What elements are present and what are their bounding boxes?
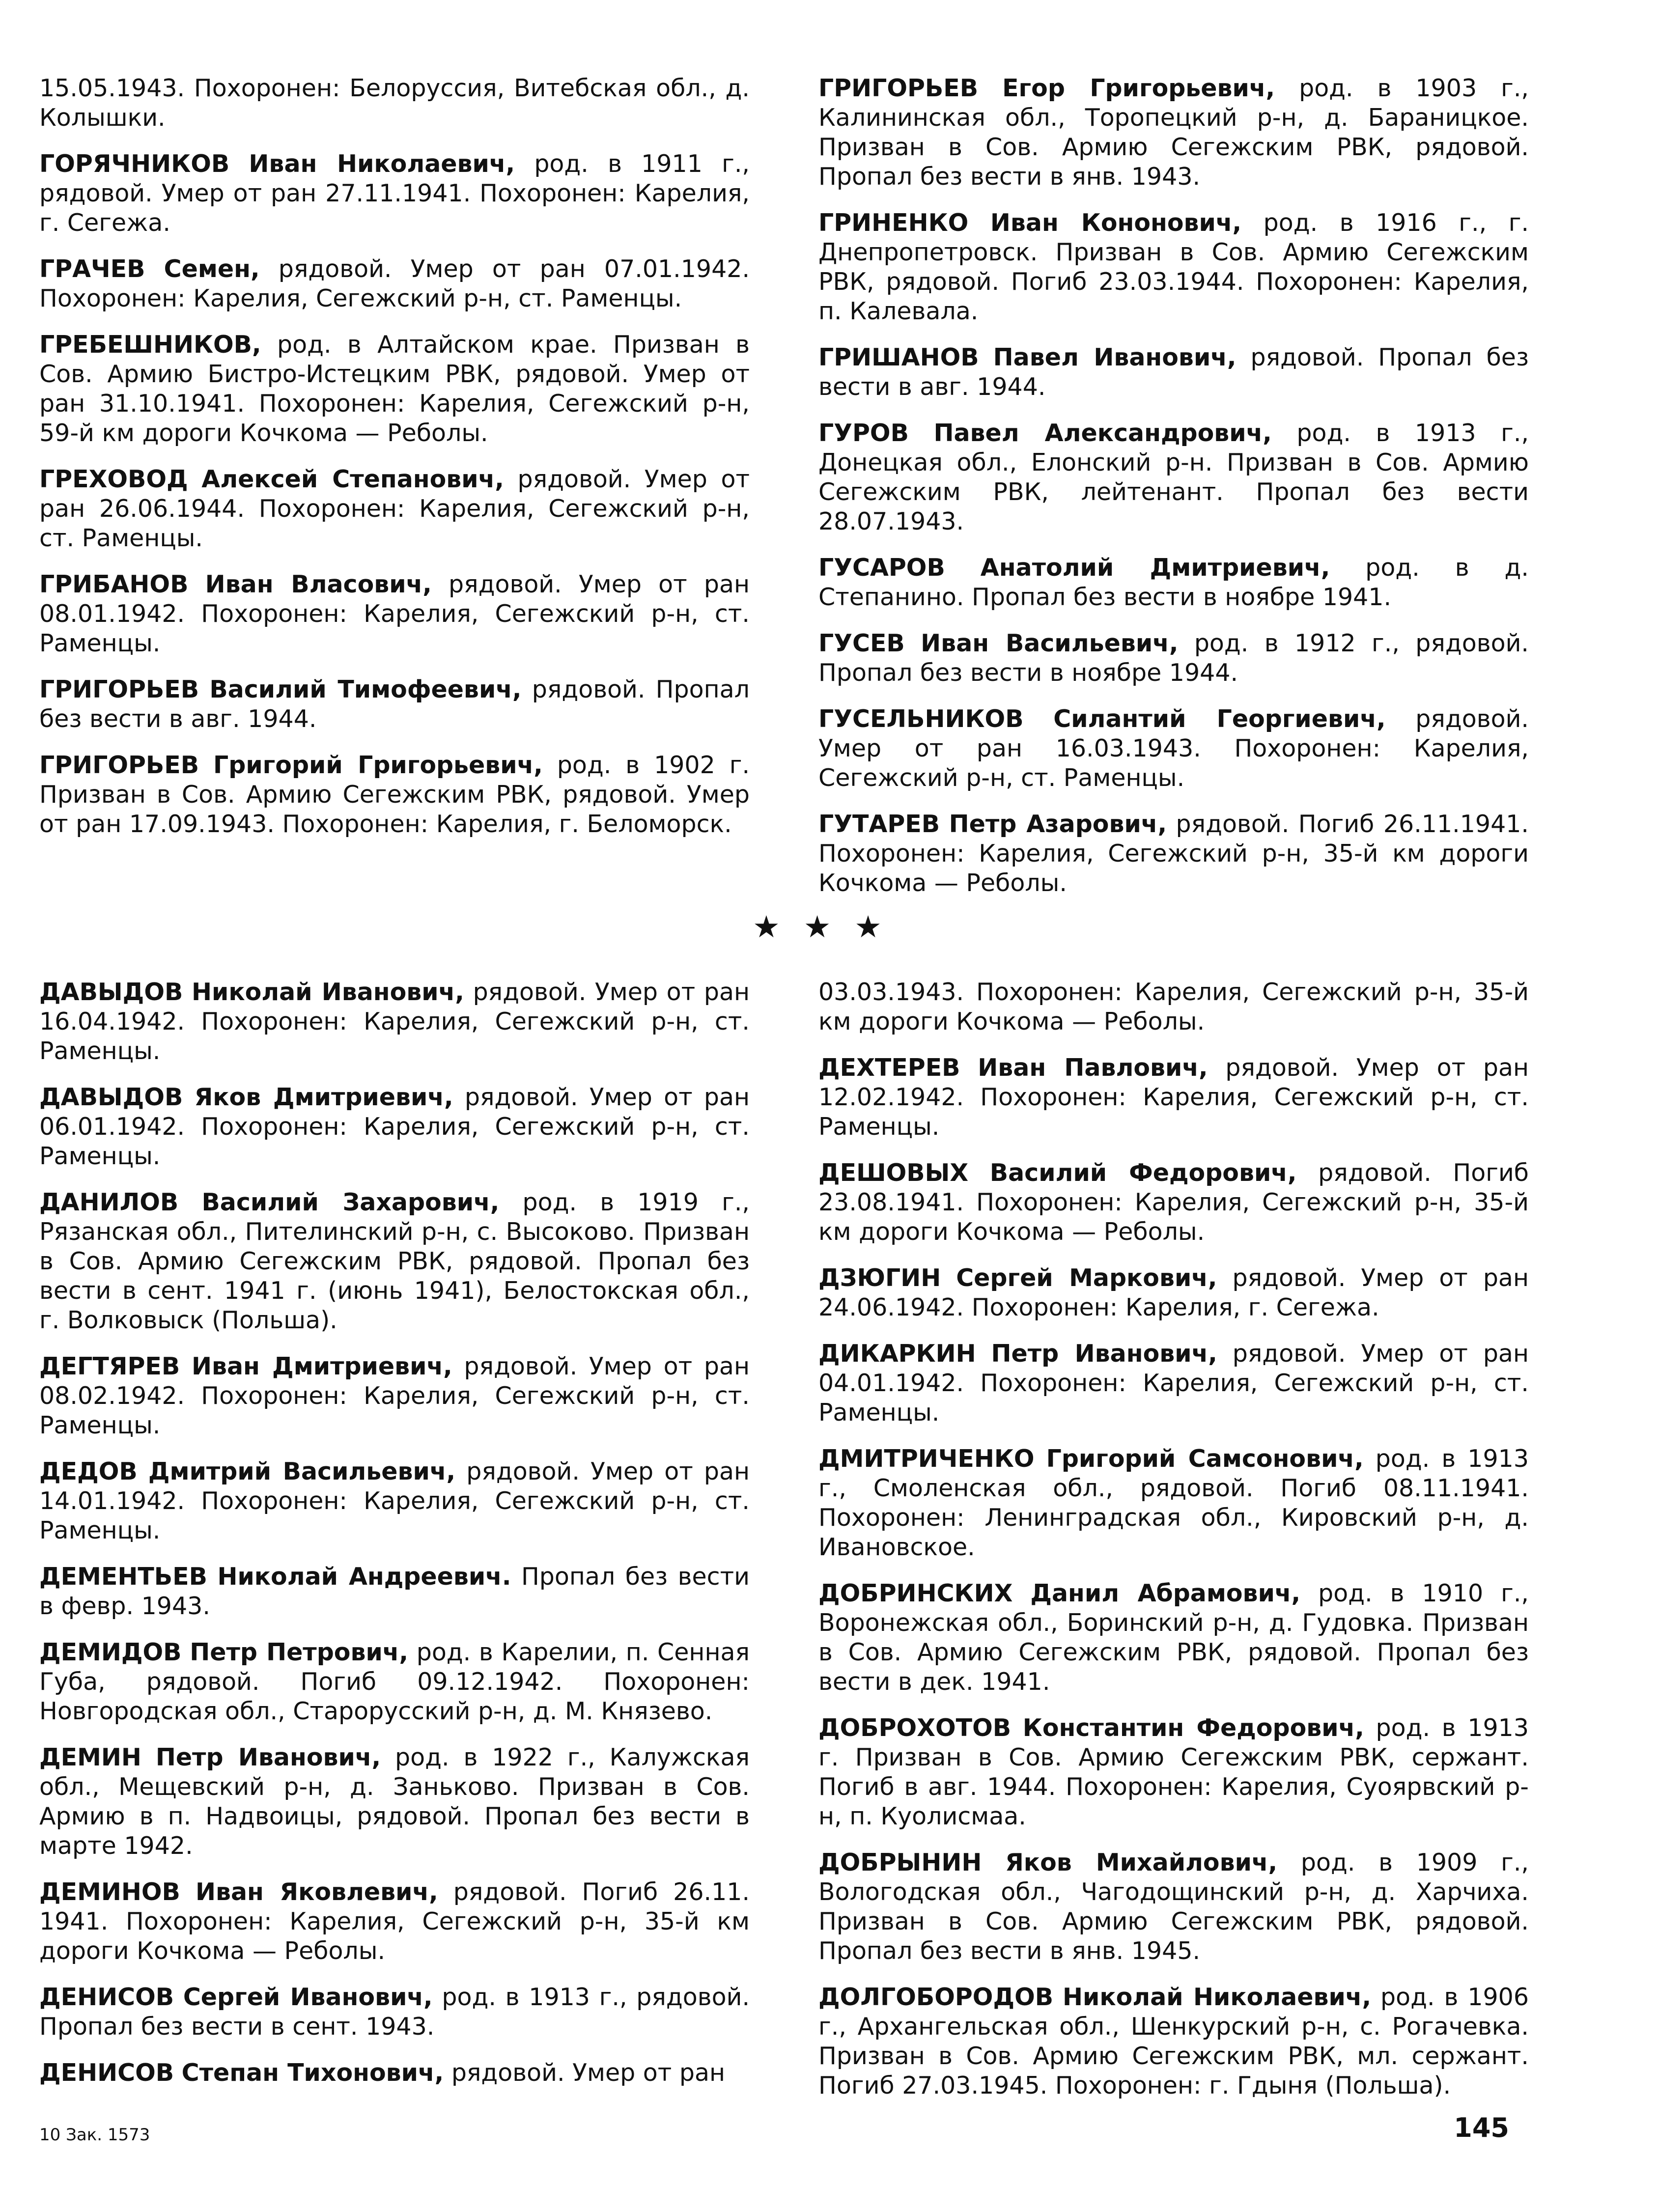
entry-given-names: Григорий Григорьевич, xyxy=(213,751,543,779)
entry-details: род. в 1919 г., Рязанская обл., Пителинский р-н, с. Высоково. Призван в Сов. Армию Сегежским РВК, рядовой. Пропал без вести в сент. 1941 г. (июнь 1941), Белостокская обл., г. Волковыск (Польша). xyxy=(39,1188,750,1334)
memorial-entry xyxy=(39,978,750,1066)
entry-given-names: Петр Азарович, xyxy=(949,810,1167,838)
entry-given-names: Константин Федорович, xyxy=(1022,1714,1364,1742)
memorial-entry xyxy=(818,1158,1529,1247)
entry-given-names: Анатолий Дмитриевич, xyxy=(980,554,1330,582)
entry-surname: ДМИТРИЧЕНКО xyxy=(818,1445,1035,1473)
entry-given-names: Егор Григорьевич, xyxy=(1002,74,1275,102)
memorial-entry xyxy=(818,1983,1529,2100)
memorial-entry xyxy=(818,553,1529,612)
memorial-entry xyxy=(39,1638,750,1726)
entry-surname: ГРИГОРЬЕВ xyxy=(818,74,979,102)
memorial-entry xyxy=(39,330,750,448)
entry-surname: ДАВЫДОВ xyxy=(39,1083,183,1111)
entry-details: род. в 1909 г., Вологодская обл., Чагодощинский р-н, д. Харчиха. Призван в Сов. Армию Сегежским РВК, рядовой. Пропал без вести в янв. 1945. xyxy=(818,1848,1529,1965)
entry-given-names: Николай Иванович, xyxy=(192,978,464,1006)
entry-details: рядовой. Умер от ран 16.03.1943. Похоронен: Карелия, Сегежский р-н, ст. Раменцы. xyxy=(818,705,1529,792)
entry-surname: ДЕГТЯРЕВ xyxy=(39,1352,180,1380)
memorial-entry xyxy=(39,751,750,839)
entry-details: род. в 1913 г., Смоленская обл., рядовой. Погиб 08.11.1941. Похоронен: Ленинградская обл., Кировский р-н, д. Ивановское. xyxy=(818,1445,1529,1561)
column-bottom-left xyxy=(39,978,750,2104)
entry-details: род. в 1912 г., рядовой. Пропал без вести в ноябре 1944. xyxy=(818,629,1529,687)
entry-details: род. в Карелии, п. Сенная Губа, рядовой. Погиб 09.12.1942. Похоронен: Новгородская обл., Старорусский р-н, д. М. Князево. xyxy=(39,1638,750,1725)
entry-details: рядовой. Умер от ран 07.01.1942. Похоронен: Карелия, Сегежский р-н, ст. Раменцы. xyxy=(39,255,750,312)
entry-details: рядовой. Умер от ран 08.01.1942. Похоронен: Карелия, Сегежский р-н, ст. Раменцы. xyxy=(39,570,750,657)
memorial-entry xyxy=(39,149,750,238)
entry-given-names: Петр Петрович, xyxy=(190,1638,409,1666)
entry-surname: ГОРЯЧНИКОВ xyxy=(39,150,230,178)
entry-surname: ДОЛГОБОРОДОВ xyxy=(818,1983,1054,2011)
memorial-entry xyxy=(818,1053,1529,1142)
entry-details: рядовой. Умер от ран 14.01.1942. Похоронен: Карелия, Сегежский р-н, ст. Раменцы. xyxy=(39,1457,750,1544)
entry-surname: ГУСЕЛЬНИКОВ xyxy=(818,705,1024,733)
entry-given-names: Иван Дмитриевич, xyxy=(191,1352,452,1380)
entry-given-names: Василий Захарович, xyxy=(201,1188,500,1216)
entry-surname: ГРИНЕНКО xyxy=(818,209,969,237)
memorial-entry xyxy=(818,74,1529,192)
memorial-entry xyxy=(39,1983,750,2042)
entry-details: род. в д. Степанино. Пропал без вести в ноябре 1941. xyxy=(818,554,1529,611)
entry-details: рядовой. Умер от ран 04.01.1942. Похоронен: Карелия, Сегежский р-н, ст. Раменцы. xyxy=(818,1340,1529,1427)
entry-surname: ДЕМИН xyxy=(39,1743,141,1771)
memorial-entry xyxy=(39,675,750,734)
entry-given-names: Силантий Георгиевич, xyxy=(1053,705,1386,733)
memorial-entry xyxy=(39,1083,750,1171)
memorial-entry xyxy=(818,704,1529,793)
entry-surname: ДОБРОХОТОВ xyxy=(818,1714,1012,1742)
entry-details: рядовой. Умер от ран 06.01.1942. Похоронен: Карелия, Сегежский р-н, ст. Раменцы. xyxy=(39,1083,750,1170)
entry-surname: ГРЕБЕШНИКОВ, xyxy=(39,331,261,359)
memorial-entry xyxy=(818,629,1529,688)
entry-surname: ДЕНИСОВ xyxy=(39,1983,174,2011)
memorial-entry xyxy=(39,1877,750,1966)
column-top-right xyxy=(818,74,1529,915)
entry-given-names: Яков Дмитриевич, xyxy=(194,1083,453,1111)
memorial-entry xyxy=(39,254,750,313)
memorial-entry xyxy=(818,1579,1529,1697)
entry-surname: ГРАЧЕВ xyxy=(39,255,145,283)
entry-details: рядовой. Умер от ран 12.02.1942. Похоронен: Карелия, Сегежский р-н, ст. Раменцы. xyxy=(818,1054,1529,1141)
entry-details: род. в 1916 г., г. Днепропетровск. Призван в Сов. Армию Сегежским РВК, рядовой. Погиб 23.03.1944. Похоронен: Карелия, п. Калевала. xyxy=(818,209,1529,325)
entry-details: рядовой. Умер от ран xyxy=(451,2059,726,2087)
entry-details: род. в 1906 г., Архангельская обл., Шенкурский р-н, с. Рогачевка. Призван в Сов. Армию Сегежским РВК, мл. сержант. Погиб 27.03.1945. Похоронен: г. Гдыня (Польша). xyxy=(818,1983,1529,2100)
entry-given-names: Яков Михайлович, xyxy=(1005,1848,1278,1876)
entry-details: род. в 1903 г., Калининская обл., Торопецкий р-н, д. Бараницкое. Призван в Сов. Армию Сегежским РВК, рядовой. Пропал без вести в янв. 1943. xyxy=(818,74,1529,191)
memorial-entry xyxy=(818,1444,1529,1562)
entry-surname: ДЕМЕНТЬЕВ xyxy=(39,1563,207,1591)
entry-surname: ДОБРИНСКИХ xyxy=(818,1579,1013,1607)
memorial-entry xyxy=(818,343,1529,402)
entry-given-names: Сергей Иванович, xyxy=(183,1983,433,2011)
memorial-entry xyxy=(818,1848,1529,1966)
memorial-entry xyxy=(39,1457,750,1545)
entry-given-names: Иван Павлович, xyxy=(978,1054,1208,1082)
entry-surname: ГУРОВ xyxy=(818,419,909,447)
memorial-entry xyxy=(818,810,1529,898)
memorial-entry xyxy=(818,208,1529,326)
entry-surname: ДОБРЫНИН xyxy=(818,1848,982,1876)
section-divider: ★★★ xyxy=(753,909,905,945)
entry-surname: ДЕШОВЫХ xyxy=(818,1159,969,1187)
memorial-entry xyxy=(39,1562,750,1621)
print-info: 10 Зак. 1573 xyxy=(39,2125,150,2145)
memorial-entry xyxy=(818,1263,1529,1322)
memorial-entry xyxy=(39,2058,750,2088)
entry-surname: ДЕМИДОВ xyxy=(39,1638,182,1666)
memorial-entry xyxy=(39,74,750,133)
entry-given-names: Григорий Самсонович, xyxy=(1046,1445,1364,1473)
entry-given-names: Василий Тимофеевич, xyxy=(209,675,522,703)
memorial-entry xyxy=(39,465,750,553)
entry-surname: ДЗЮГИН xyxy=(818,1264,941,1292)
entry-details: род. в 1913 г., рядовой. Пропал без вести в сент. 1943. xyxy=(39,1983,750,2041)
memorial-entry xyxy=(39,1743,750,1861)
entry-details: рядовой. Умер от ран 16.04.1942. Похоронен: Карелия, Сегежский р-н, ст. Раменцы. xyxy=(39,978,750,1065)
entry-surname: ГРИГОРЬЕВ xyxy=(39,675,199,703)
entry-given-names: Иван Власович, xyxy=(205,570,432,598)
entry-details: рядовой. Пропал без вести в авг. 1944. xyxy=(818,343,1529,401)
entry-surname: ГРИШАНОВ xyxy=(818,343,979,371)
column-top-left xyxy=(39,74,750,856)
entry-given-names: Дмитрий Васильевич, xyxy=(148,1457,456,1485)
entry-given-names: Сергей Маркович, xyxy=(956,1264,1217,1292)
entry-given-names: Иван Николаевич, xyxy=(249,150,515,178)
entry-given-names: Николай Андреевич. xyxy=(217,1563,511,1591)
entry-given-names: Иван Васильевич, xyxy=(921,629,1179,657)
entry-details: род. в Алтайском крае. Призван в Сов. Армию Бистро-Истецким РВК, рядовой. Умер от ран 31.10.1941. Похоронен: Карелия, Сегежский р-н, 59-й км дороги Кочкома — Реболы. xyxy=(39,331,750,447)
entry-surname: ГУТАРЕВ xyxy=(818,810,940,838)
entry-details: род. в 1922 г., Калужская обл., Мещевский р-н, д. Заньково. Призван в Сов. Армию в п. Надвоицы, рядовой. Пропал без вести в марте 1942. xyxy=(39,1743,750,1860)
entry-details: род. в 1911 г., рядовой. Умер от ран 27.11.1941. Похоронен: Карелия, г. Сегежа. xyxy=(39,150,750,237)
entry-surname: ДИКАРКИН xyxy=(818,1340,976,1368)
memorial-entry xyxy=(39,1188,750,1335)
entry-details: род. в 1910 г., Воронежская обл., Боринский р-н, д. Гудовка. Призван в Сов. Армию Сегежским РВК, рядовой. Пропал без вести в дек. 1941. xyxy=(818,1579,1529,1696)
entry-surname: ДЕНИСОВ xyxy=(39,2059,174,2087)
entry-given-names: Петр Иванович, xyxy=(991,1340,1217,1368)
entry-details: род. в 1913 г. Призван в Сов. Армию Сегежским РВК, сержант. Погиб в авг. 1944. Похоронен: Карелия, Суоярвский р-н, п. Куолисмаа. xyxy=(818,1714,1529,1830)
entry-surname: ГУСАРОВ xyxy=(818,554,945,582)
entry-details: 15.05.1943. Похоронен: Белоруссия, Витебская обл., д. Колышки. xyxy=(39,74,750,132)
memorial-entry xyxy=(818,1713,1529,1831)
entry-details: рядовой. Погиб 26.11. 1941. Похоронен: Карелия, Сегежский р-н, 35-й км дороги Кочкома — Реболы. xyxy=(39,1878,750,1965)
entry-surname: ДЕХТЕРЕВ xyxy=(818,1054,960,1082)
entry-details: 03.03.1943. Похоронен: Карелия, Сегежский р-н, 35-й км дороги Кочкома — Реболы. xyxy=(818,978,1529,1036)
entry-details: рядовой. Умер от ран 26.06.1944. Похоронен: Карелия, Сегежский р-н, ст. Раменцы. xyxy=(39,465,750,552)
entry-details: Пропал без вести в февр. 1943. xyxy=(39,1563,750,1620)
entry-surname: ГУСЕВ xyxy=(818,629,905,657)
memorial-entry xyxy=(818,1339,1529,1428)
entry-surname: ДАНИЛОВ xyxy=(39,1188,179,1216)
entry-surname: ДАВЫДОВ xyxy=(39,978,183,1006)
entry-given-names: Павел Александрович, xyxy=(933,419,1272,447)
entry-given-names: Петр Иванович, xyxy=(155,1743,381,1771)
entry-given-names: Семен, xyxy=(164,255,260,283)
entry-given-names: Николай Николаевич, xyxy=(1063,1983,1372,2011)
entry-surname: ГРИБАНОВ xyxy=(39,570,189,598)
memorial-entry xyxy=(818,419,1529,536)
entry-given-names: Алексей Степанович, xyxy=(201,465,504,493)
memorial-entry xyxy=(39,1352,750,1440)
entry-surname: ДЕДОВ xyxy=(39,1457,138,1485)
entry-details: рядовой. Погиб 23.08.1941. Похоронен: Карелия, Сегежский р-н, 35-й км дороги Кочкома — Реболы. xyxy=(818,1159,1529,1246)
entry-given-names: Степан Тихонович, xyxy=(181,2059,444,2087)
entry-details: рядовой. Погиб 26.11.1941. Похоронен: Карелия, Сегежский р-н, 35-й км дороги Кочкома — Реболы. xyxy=(818,810,1529,897)
entry-given-names: Павел Иванович, xyxy=(993,343,1236,371)
entry-details: род. в 1913 г., Донецкая обл., Елонский р-н. Призван в Сов. Армию Сегежским РВК, лейтенант. Пропал без вести 28.07.1943. xyxy=(818,419,1529,535)
entry-surname: ГРЕХОВОД xyxy=(39,465,188,493)
entry-details: рядовой. Пропал без вести в авг. 1944. xyxy=(39,675,750,733)
page-number: 145 xyxy=(1454,2112,1509,2143)
entry-surname: ГРИГОРЬЕВ xyxy=(39,751,199,779)
entry-details: род. в 1902 г. Призван в Сов. Армию Сегежским РВК, рядовой. Умер от ран 17.09.1943. Похоронен: Карелия, г. Беломорск. xyxy=(39,751,750,838)
entry-surname: ДЕМИНОВ xyxy=(39,1878,180,1906)
column-bottom-right xyxy=(818,978,1529,2117)
entry-given-names: Иван Яковлевич, xyxy=(195,1878,438,1906)
entry-details: рядовой. Умер от ран 24.06.1942. Похоронен: Карелия, г. Сегежа. xyxy=(818,1264,1529,1321)
entry-given-names: Иван Кононович, xyxy=(990,209,1242,237)
memorial-entry xyxy=(39,570,750,658)
entry-given-names: Василий Федорович, xyxy=(989,1159,1297,1187)
entry-details: рядовой. Умер от ран 08.02.1942. Похоронен: Карелия, Сегежский р-н, ст. Раменцы. xyxy=(39,1352,750,1439)
memorial-entry xyxy=(818,978,1529,1036)
entry-given-names: Данил Абрамович, xyxy=(1030,1579,1301,1607)
